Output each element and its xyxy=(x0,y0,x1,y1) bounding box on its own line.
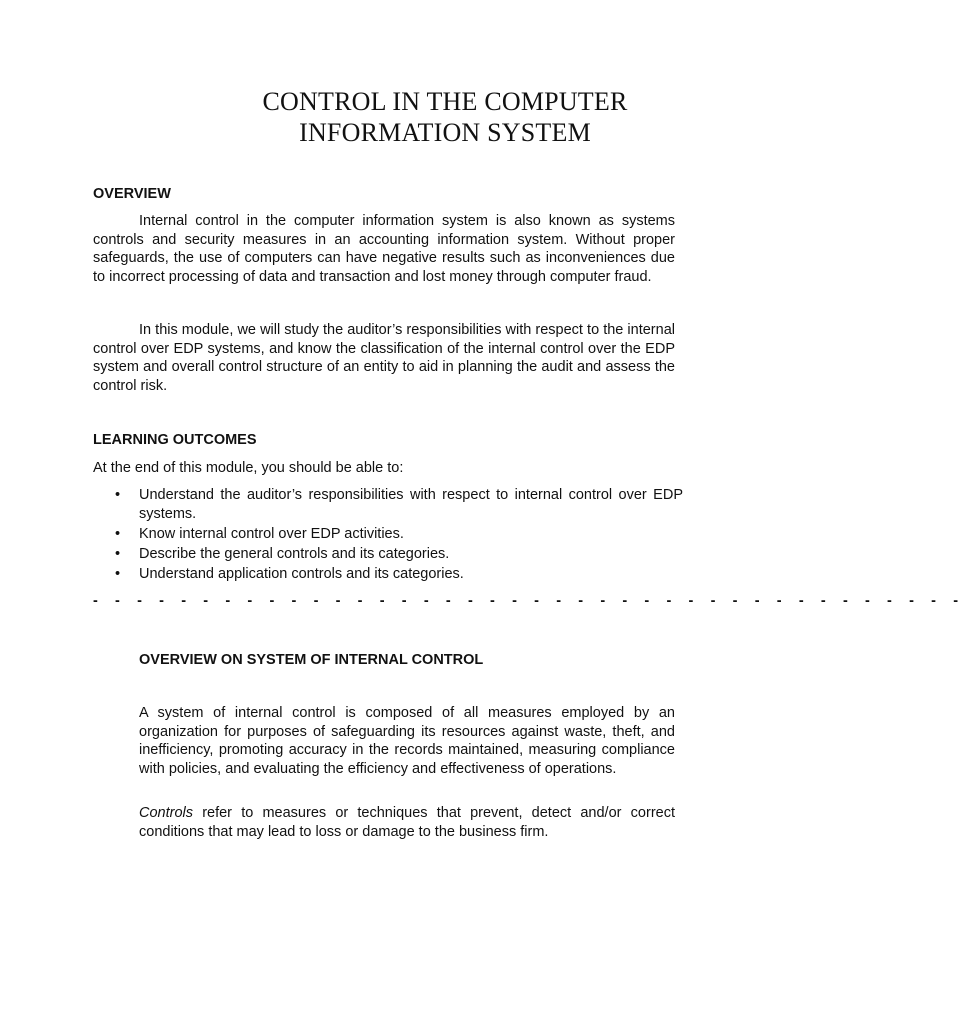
learning-outcomes-list xyxy=(93,486,683,585)
bullet-icon: • xyxy=(115,525,121,542)
title-line-2: INFORMATION SYSTEM xyxy=(299,118,591,147)
list-item xyxy=(93,545,683,564)
section2-paragraph-2 xyxy=(139,804,675,841)
section-separator: - - - - - - - - - - - - - - - - - - - - - - - - - - - - - - - - - - - - - - - - xyxy=(93,593,965,609)
title-line-1: CONTROL IN THE COMPUTER xyxy=(262,87,628,116)
list-item-text: Describe the general controls and its categories. xyxy=(139,545,450,562)
list-item xyxy=(93,486,683,523)
section2-heading: OVERVIEW ON SYSTEM OF INTERNAL CONTROL xyxy=(139,652,484,668)
controls-term: Controls xyxy=(139,805,193,821)
bullet-icon: • xyxy=(115,545,121,562)
list-item-text: Know internal control over EDP activities. xyxy=(139,525,404,542)
bullet-icon: • xyxy=(115,487,121,503)
section2-paragraph-1: A system of internal control is composed of all measures employed by an organization for purposes of safeguarding its resources against waste, theft, and inefficiency, promoting accuracy in the records maintained, measuring compliance with policies, and evaluating the efficiency and effectiveness of operations. xyxy=(139,705,675,777)
list-item xyxy=(93,565,683,584)
learning-outcomes-heading: LEARNING OUTCOMES xyxy=(93,432,257,448)
overview-paragraph-2: In this module, we will study the auditor’s responsibilities with respect to the internal control over EDP systems, and know the classification of the internal control over the EDP system and overall control structure of an entity to aid in planning the audit and assess the control risk. xyxy=(93,322,675,394)
document-title xyxy=(150,86,740,148)
controls-definition: refer to measures or techniques that prevent, detect and/or correct conditions that may lead to loss or damage to the business firm. xyxy=(139,805,675,840)
overview-heading: OVERVIEW xyxy=(93,186,171,202)
overview-paragraph-1: Internal control in the computer information system is also known as systems controls and security measures in an accounting information system. Without proper safeguards, the use of computers can have negative results such as inconveniences due to incorrect processing of data and transaction and lost money through computer fraud. xyxy=(93,213,675,285)
learning-outcomes-intro: At the end of this module, you should be able to: xyxy=(93,460,404,476)
list-item-text: Understand application controls and its categories. xyxy=(139,565,464,582)
bullet-icon: • xyxy=(115,565,121,582)
list-item xyxy=(93,525,683,544)
list-item-text: Understand the auditor’s responsibilities with respect to internal control over EDP systems. xyxy=(139,487,683,522)
